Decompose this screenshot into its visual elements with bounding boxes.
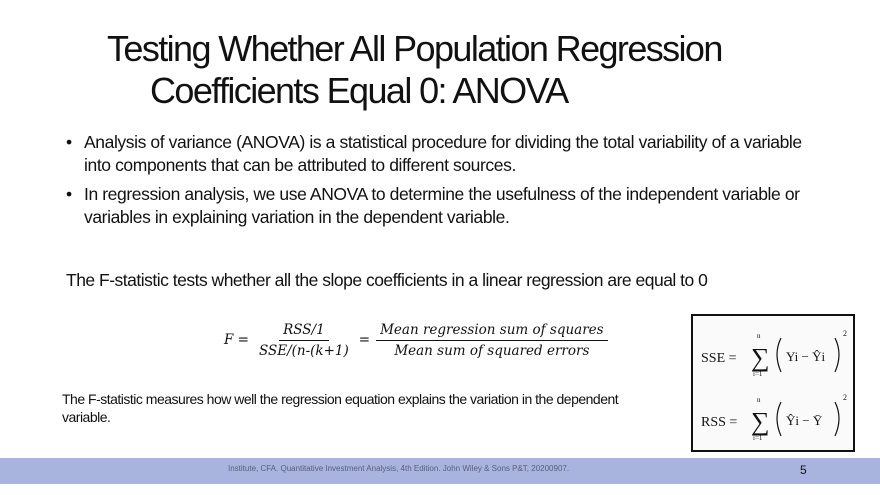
sse-rss-formula-image <box>691 314 855 452</box>
f-statistic-statement: The F-statistic tests whether all the slope coefficients in a linear regression are equal to 0 <box>66 270 708 290</box>
page-number: 5 <box>800 463 807 477</box>
bullet-item <box>66 131 826 177</box>
formula-fraction-2 <box>376 322 607 359</box>
formula-equals: = <box>358 332 371 348</box>
footer-citation: Institute, CFA. Quantitative Investment Analysis, 4th Edition. John Wiley & Sons P&T, 20200907. <box>228 464 570 473</box>
sse-exponent: 2 <box>843 329 847 338</box>
formula-lhs: F = <box>224 332 249 348</box>
bullet-text: In regression analysis, we use ANOVA to determine the usefulness of the independent variable or variables in explaining variation in the dependent variable. <box>84 184 800 227</box>
bullet-marker: • <box>66 132 72 152</box>
rss-left-paren-icon <box>777 402 781 436</box>
rss-right-paren-icon <box>835 402 839 436</box>
formula-fraction-1-denominator: SSE/(n-(k+1) <box>258 342 349 359</box>
sse-rss-formula-graphic <box>693 316 853 450</box>
bullet-marker: • <box>66 184 72 204</box>
sse-term: Yi − Ŷi <box>786 349 826 364</box>
sse-left-paren-icon <box>777 338 781 372</box>
rss-label: RSS = <box>701 415 738 430</box>
slide-title <box>0 28 880 112</box>
formula-fraction-2-denominator: Mean sum of squared errors <box>394 342 590 359</box>
sse-sigma-icon: ∑ <box>751 343 770 372</box>
bullet-list <box>66 131 826 235</box>
rss-term: Ŷi − Ȳ <box>786 413 823 428</box>
slide-title-line-1: Testing Whether All Population Regression <box>107 28 722 69</box>
sse-right-paren-icon <box>835 338 839 372</box>
f-statistic-note: The F-statistic measures how well the regression equation explains the variation in the dependent variable. <box>62 391 619 425</box>
f-statistic-formula <box>224 316 608 364</box>
rss-sum-lower: i=1 <box>753 434 763 442</box>
formula-fraction-2-numerator: Mean regression sum of squares <box>376 322 607 341</box>
bullet-item <box>66 183 826 229</box>
sse-label: SSE = <box>701 351 737 366</box>
formula-fraction-1 <box>255 322 353 359</box>
rss-sum-upper: n <box>757 396 761 404</box>
bullet-text: Analysis of variance (ANOVA) is a statistical procedure for dividing the total variability of a variable into components that can be attributed to different sources. <box>84 132 802 175</box>
rss-sigma-icon: ∑ <box>751 407 770 436</box>
sse-sum-lower: i=1 <box>753 370 763 378</box>
formula-fraction-1-numerator: RSS/1 <box>279 322 329 341</box>
rss-exponent: 2 <box>843 393 847 402</box>
footer-band <box>0 458 880 484</box>
slide-title-line-2: Coefficients Equal 0: ANOVA <box>150 70 568 111</box>
sse-sum-upper: n <box>757 332 761 340</box>
